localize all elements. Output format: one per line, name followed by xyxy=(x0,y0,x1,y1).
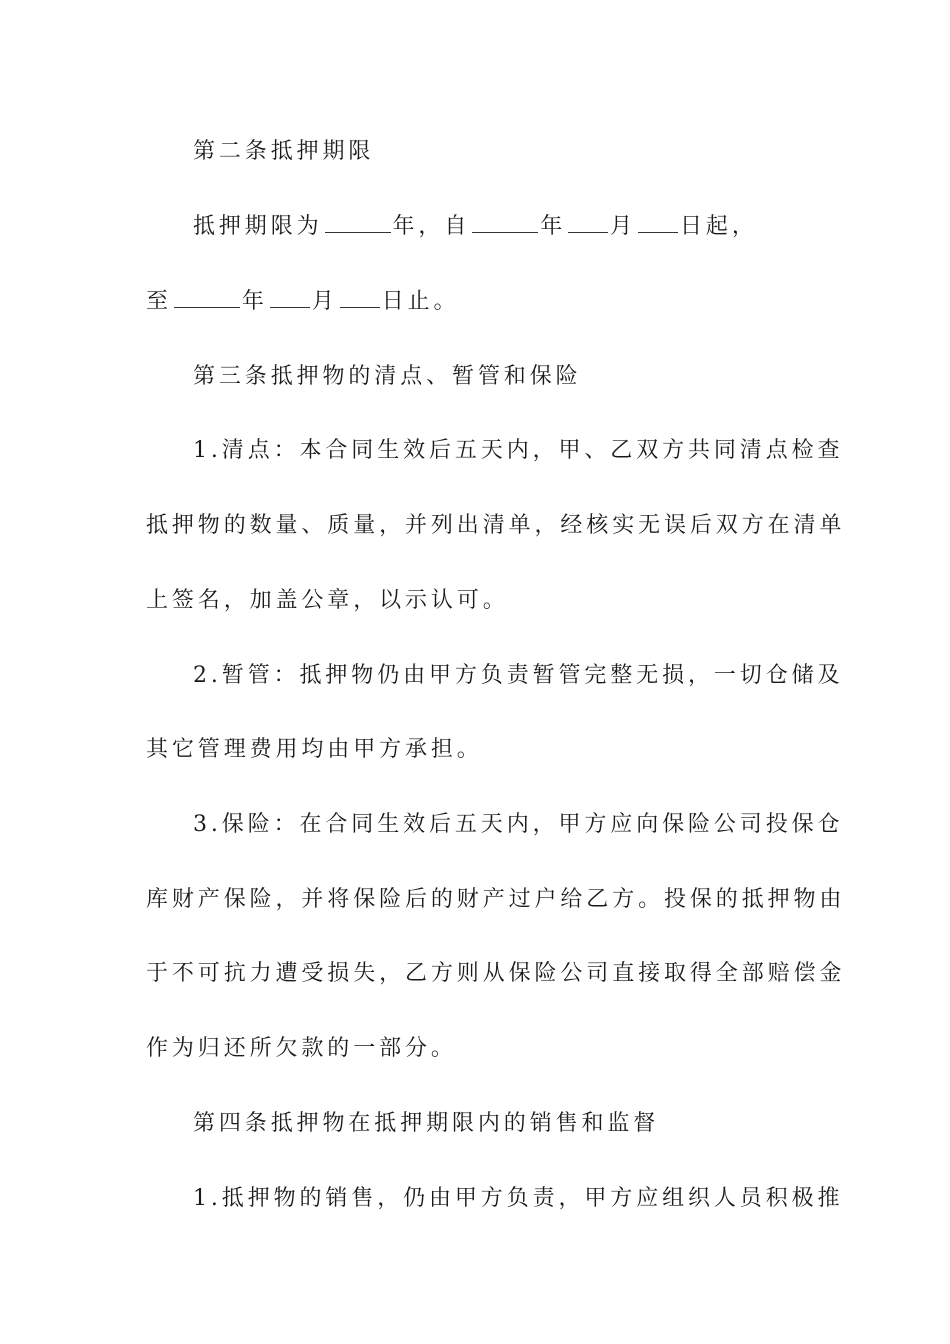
article4-item1-line: 1.抵押物的销售，仍由甲方负责，甲方应组织人员积极推 xyxy=(193,1186,844,1211)
article3-item1-line: 抵押物的数量、质量，并列出清单，经核实无误后双方在清单 xyxy=(146,513,846,538)
start-day-label: 日起， xyxy=(680,214,758,239)
end-day-blank[interactable] xyxy=(340,289,380,308)
article4-heading: 第四条抵押物在抵押期限内的销售和监督 xyxy=(193,1111,660,1136)
article3-item2-line: 其它管理费用均由甲方承担。 xyxy=(146,737,483,762)
article3-item1-line: 上签名，加盖公章，以示认可。 xyxy=(146,588,509,613)
end-prefix: 至 xyxy=(146,289,172,314)
end-day-label: 日止。 xyxy=(381,289,460,314)
article2-heading: 第二条抵押期限 xyxy=(193,139,375,164)
article2-end-line xyxy=(146,287,826,317)
article3-item3-line: 3.保险：在合同生效后五天内，甲方应向保险公司投保仓 xyxy=(193,812,844,837)
article3-item1-line: 1.清点：本合同生效后五天内，甲、乙双方共同清点检查 xyxy=(193,438,844,463)
article3-item3-line: 于不可抗力遭受损失，乙方则从保险公司直接取得全部赔偿金 xyxy=(146,961,846,986)
start-month-blank[interactable] xyxy=(568,214,608,233)
end-year-label: 年 xyxy=(241,289,268,314)
start-year-blank[interactable] xyxy=(472,214,538,233)
term-prefix: 抵押期限为 xyxy=(193,214,323,239)
start-day-blank[interactable] xyxy=(638,214,678,233)
article3-item2-line: 2.暂管：抵押物仍由甲方负责暂管完整无损，一切仓储及 xyxy=(193,663,844,688)
term-years-blank[interactable] xyxy=(325,214,391,233)
end-month-blank[interactable] xyxy=(270,289,310,308)
term-year-label: 年，自 xyxy=(392,214,471,239)
end-month-label: 月 xyxy=(311,289,338,314)
article3-heading: 第三条抵押物的清点、暂管和保险 xyxy=(193,364,582,389)
article2-term-line xyxy=(193,212,873,242)
start-year-label: 年 xyxy=(540,214,567,239)
start-month-label: 月 xyxy=(610,214,637,239)
article3-item3-line: 作为归还所欠款的一部分。 xyxy=(146,1036,457,1061)
end-year-blank[interactable] xyxy=(174,289,240,308)
article3-item3-line: 库财产保险，并将保险后的财产过户给乙方。投保的抵押物由 xyxy=(146,887,846,912)
